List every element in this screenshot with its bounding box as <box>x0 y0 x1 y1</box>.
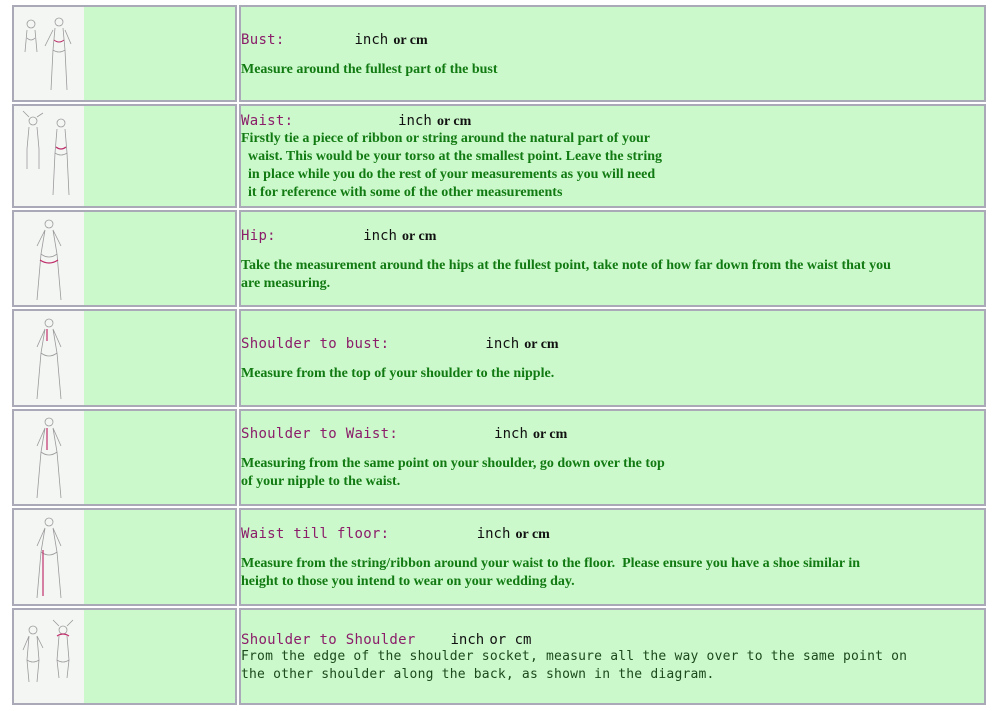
measurement-text-cell <box>239 309 986 406</box>
figure-hip-icon <box>14 212 84 305</box>
figure-shoulder-to-shoulder-icon <box>14 610 84 703</box>
description-shoulder-to-shoulder: From the edge of the shoulder socket, measure all the way over to the same point on the other shoulder along the back, as shown in the diagram. <box>241 648 908 682</box>
description-waist: Firstly tie a piece of ribbon or string around the natural part of your waist. This would be your torso at the smallest point. Leave the string in place while you do the rest of your measurements as you will need it for reference with some of the other measurements <box>241 131 663 201</box>
unit-inch: inch <box>354 31 389 48</box>
description-shoulder-to-waist: Measuring from the same point on your shoulder, go down over the top of your nipple to the waist. <box>241 456 665 490</box>
figure-shoulder-to-bust-icon <box>14 311 84 404</box>
measurement-row-waist <box>12 104 986 208</box>
measurement-row-shoulder-to-bust <box>12 309 986 406</box>
figure-cell <box>12 409 237 506</box>
description-shoulder-to-bust: Measure from the top of your shoulder to the nipple. <box>241 366 555 382</box>
figure-cell <box>12 5 237 102</box>
measurement-text-cell <box>239 104 986 208</box>
heading-bust: Bust: <box>241 31 285 48</box>
measurement-row-shoulder-to-shoulder <box>12 608 986 705</box>
unit-or-cm: or cm <box>393 32 428 48</box>
unit-inch: inch <box>494 426 528 443</box>
figure-cell <box>12 608 237 705</box>
figure-cell <box>12 508 237 605</box>
measurement-table <box>10 3 988 707</box>
unit-inch: inch <box>450 631 485 648</box>
figure-bust-icon <box>14 7 84 100</box>
unit-inch: inch <box>485 336 520 353</box>
unit-or-cm: or cm <box>524 337 559 353</box>
figure-cell <box>12 309 237 406</box>
heading-shoulder-to-shoulder: Shoulder to Shoulder <box>241 631 416 648</box>
measurement-row-hip <box>12 210 986 307</box>
unit-inch: inch <box>476 525 511 542</box>
unit-inch: inch <box>363 227 397 244</box>
heading-shoulder-to-bust: Shoulder to bust: <box>241 336 390 353</box>
figure-cell <box>12 104 237 208</box>
measurement-row-waist-till-floor <box>12 508 986 605</box>
heading-shoulder-to-waist: Shoulder to Waist: <box>241 426 399 443</box>
unit-or-cm: or cm <box>402 228 437 244</box>
measurement-row-bust <box>12 5 986 102</box>
figure-shoulder-to-waist-icon <box>14 411 84 504</box>
measurement-text-cell <box>239 210 986 307</box>
description-hip: Take the measurement around the hips at the fullest point, take note of how far down from the waist that you are measuring. <box>241 257 891 291</box>
figure-waist-till-floor-icon <box>14 510 84 603</box>
unit-or-cm: or cm <box>532 427 568 443</box>
figure-cell <box>12 210 237 307</box>
description-bust: Measure around the fullest part of the bust <box>241 61 498 77</box>
measurement-text-cell <box>239 608 986 705</box>
heading-hip: Hip: <box>241 227 276 244</box>
unit-or-cm: or cm <box>515 526 550 542</box>
measurement-text-cell <box>239 5 986 102</box>
heading-waist: Waist: <box>241 113 294 130</box>
unit-or-cm: or cm <box>436 114 472 130</box>
figure-waist-icon <box>14 106 84 206</box>
measurement-text-cell <box>239 508 986 605</box>
unit-or-cm: or cm <box>489 631 532 648</box>
measurement-row-shoulder-to-waist <box>12 409 986 506</box>
unit-inch: inch <box>398 113 432 130</box>
description-waist-till-floor: Measure from the string/ribbon around your waist to the floor. Please ensure you have a shoe similar in height to those you intend to wear on your wedding day. <box>241 555 860 589</box>
measurement-text-cell <box>239 409 986 506</box>
heading-waist-till-floor: Waist till floor: <box>241 525 390 542</box>
